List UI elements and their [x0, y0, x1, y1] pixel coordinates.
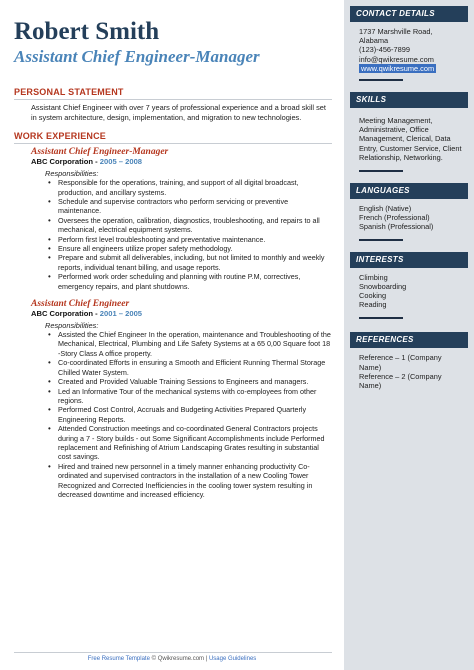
resume-sidebar — [344, 0, 474, 670]
responsibilities-label: Responsibilities: — [45, 169, 99, 179]
footer-copyright: © Qwikresume.com | — [149, 656, 209, 662]
contact-heading: CONTACT DETAILS — [350, 6, 468, 22]
company-name: ABC Corporation - — [31, 309, 98, 319]
languages-list — [350, 199, 468, 232]
languages-heading: LANGUAGES — [350, 183, 468, 199]
job-title: Assistant Chief Engineer — [31, 299, 130, 310]
list-item: Snowboarding — [359, 281, 407, 291]
list-item: • Performed work order scheduling and planning with routine P.M, correctives, emergency repairs, and plant shutdowns. — [48, 272, 332, 291]
section-divider-bar — [359, 170, 403, 172]
list-item: Reading — [359, 300, 387, 310]
interests-section — [350, 252, 468, 320]
contact-details — [350, 22, 468, 73]
website-link[interactable]: www.qwikresume.com — [361, 63, 435, 73]
list-item: • Led an Informative Tour of the mechanical systems with co-employees from other regions. — [48, 387, 332, 406]
candidate-title: Assistant Chief Engineer-Manager — [14, 47, 260, 66]
list-item: • Co-coordinated Efforts in ensuring a Smooth and Efficient Running Thermal Storage Chilled Water System. — [48, 358, 332, 377]
list-item: French (Professional) — [359, 213, 430, 223]
usage-guidelines-link[interactable]: Usage Guidelines — [208, 656, 257, 662]
list-item: • Attended Construction meetings and co-coordinated General Contractors projects during a 7 - Story builds - out Some Significant Accomplishments include Performed replacement and Refinishing of Atrium Landscaping Grates resulting in substantial cost savings. — [48, 424, 332, 462]
job-dates: 2005 – 2008 — [99, 157, 143, 167]
address-line-2: Alabama — [359, 36, 389, 46]
list-item: • Oversees the operation, calibration, diagnostics, troubleshooting, and repairs to all mechanical, electrical equipment systems. — [48, 216, 332, 235]
list-item: Climbing — [359, 272, 388, 282]
phone-number: (123)-456-7899 — [359, 45, 410, 55]
footer-divider — [14, 652, 332, 653]
interests-heading: INTERESTS — [350, 252, 468, 268]
list-item: Cooking — [359, 291, 387, 301]
skills-heading: SKILLS — [350, 92, 468, 108]
list-item: Reference – 2 (Company Name) — [359, 371, 442, 391]
list-item: Reference – 1 (Company Name) — [359, 353, 442, 372]
list-item: • Schedule and supervise contractors who perform servicing or preventive maintenance. — [48, 197, 332, 216]
work-experience-heading: WORK EXPERIENCE — [14, 131, 332, 144]
responsibilities-list — [48, 178, 332, 291]
candidate-name: Robert Smith — [14, 18, 160, 45]
address-line-1: 1737 Marshville Road, — [359, 27, 433, 36]
job-title: Assistant Chief Engineer-Manager — [31, 147, 169, 158]
job-company — [31, 309, 332, 319]
list-item: • Ensure all engineers utilize proper safety methodology. — [48, 244, 332, 253]
job-company — [31, 157, 332, 167]
references-section — [350, 332, 468, 390]
company-name: ABC Corporation - — [31, 157, 98, 167]
section-divider-bar — [359, 239, 403, 241]
job-entry — [14, 299, 332, 499]
email-link[interactable]: info@qwikresume.com — [359, 54, 434, 64]
responsibilities-list — [48, 330, 332, 499]
personal-statement-text: Assistant Chief Engineer with over 7 years of professional experience and a broad skill set in system architecture, design, implementation, and migration to new technologies. — [31, 103, 326, 122]
skills-section — [350, 92, 468, 172]
job-entry — [14, 147, 332, 291]
personal-statement-heading: PERSONAL STATEMENT — [14, 87, 332, 100]
languages-section — [350, 183, 468, 241]
skills-text: Meeting Management, Administrative, Office Management, Clerical, Data Entry, Customer Service, Client Relationship, Networking. — [359, 116, 462, 162]
list-item: • Assisted the Chief Engineer In the operation, maintenance and Troubleshooting of the Mechanical, Electrical, Plumbing and Life Safety Systems at a 65 0,00 Square foot 18 -Story Class A office property. — [48, 330, 332, 358]
contact-section — [350, 6, 468, 81]
free-resume-template-link[interactable]: Free Resume Template — [87, 656, 150, 662]
interests-list — [350, 268, 468, 310]
list-item: • Prepare and submit all deliverables, including, but not limited to monthly and weekly reports, individual tenant billing, and usage reports. — [48, 253, 332, 272]
page-footer — [0, 656, 344, 662]
section-divider-bar — [359, 79, 403, 81]
list-item: • Perform first level troubleshooting and preventative maintenance. — [48, 235, 332, 244]
list-item: • Performed Cost Control, Accruals and Budgeting Activities Prepared Quarterly Engineering Reports. — [48, 405, 332, 424]
list-item: • Responsible for the operations, training, and support of all digital broadcast, production, and ancillary systems. — [48, 178, 332, 197]
job-dates: 2001 – 2005 — [99, 309, 143, 319]
list-item: Spanish (Professional) — [359, 222, 434, 232]
list-item: English (Native) — [359, 204, 412, 214]
responsibilities-label: Responsibilities: — [45, 321, 99, 331]
list-item: • Hired and trained new personnel in a timely manner enhancing productivity Co-ordinated and supervised contractors in the installation of a new Cooling Tower Recognized and Corrected Inefficiencies in the cooling tower system resulting in decreased downtime and increased efficiency. — [48, 462, 332, 500]
references-heading: REFERENCES — [350, 332, 468, 348]
references-list — [350, 348, 468, 390]
section-divider-bar — [359, 317, 403, 319]
list-item: • Created and Provided Valuable Training Sessions to Engineers and managers. — [48, 377, 332, 386]
